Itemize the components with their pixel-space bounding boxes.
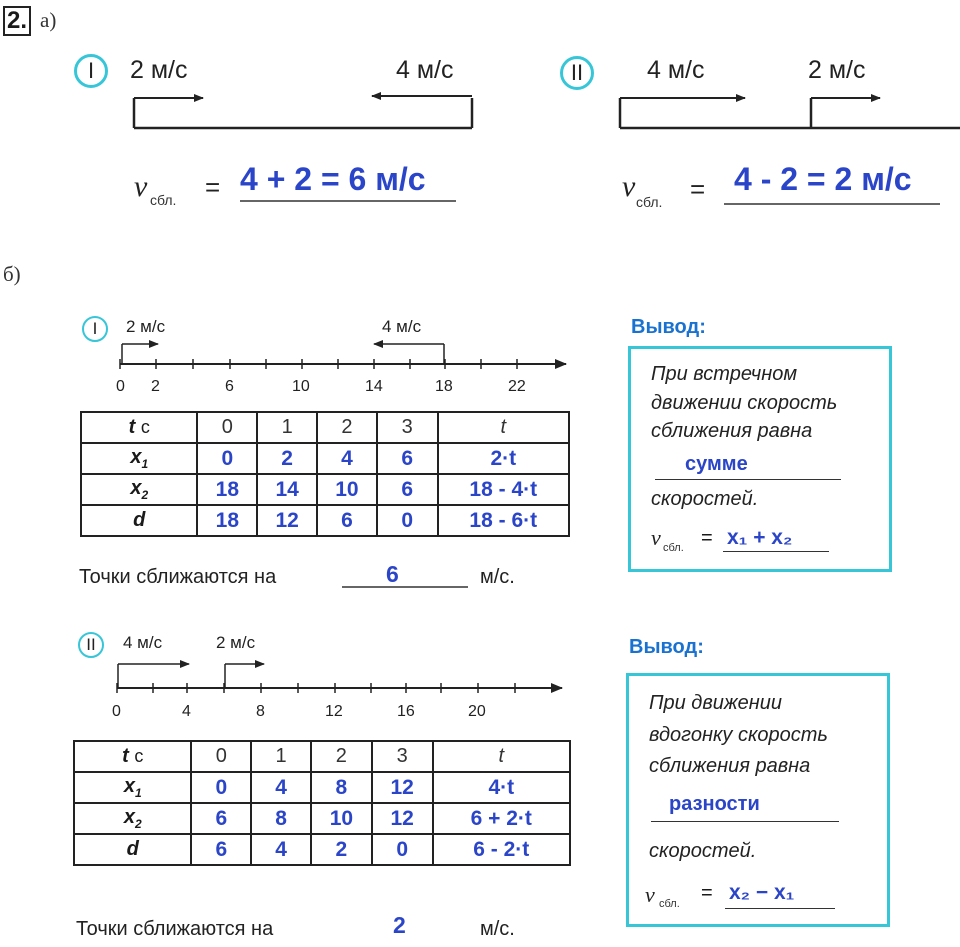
conclusion-after: скоростей. bbox=[649, 840, 757, 862]
velocity-symbol: v bbox=[134, 170, 148, 203]
table-cell: 18 - 4·t bbox=[438, 474, 569, 505]
part-a-label: а) bbox=[40, 8, 57, 32]
velocity-subscript: сбл. bbox=[636, 194, 663, 210]
part-a-case1-diagram bbox=[134, 96, 472, 128]
sentence-answer: 6 bbox=[386, 561, 399, 587]
conclusion-line: сближения равна bbox=[651, 420, 813, 442]
tick-label: 12 bbox=[325, 703, 343, 720]
velocity-subscript: сбл. bbox=[663, 542, 684, 554]
equals-sign: = bbox=[690, 174, 706, 204]
table-row bbox=[81, 505, 569, 536]
speed-a-label: 4 м/с bbox=[123, 633, 163, 652]
header-cell: 0 bbox=[191, 741, 251, 772]
table-cell: 2·t bbox=[438, 443, 569, 474]
header-cell: 2 bbox=[311, 741, 372, 772]
tick-label: 16 bbox=[397, 703, 415, 720]
table-cell: 10 bbox=[317, 474, 377, 505]
conclusion-line: сближения равна bbox=[649, 755, 811, 777]
sentence-end: м/с. bbox=[480, 566, 515, 588]
table-case2 bbox=[73, 740, 571, 866]
table-header-row bbox=[81, 412, 569, 443]
speed-b-label: 2 м/с bbox=[216, 633, 256, 652]
tick-label: 8 bbox=[256, 703, 265, 720]
header-time: t с bbox=[81, 412, 197, 443]
header-cell: 1 bbox=[251, 741, 311, 772]
header-cell: 3 bbox=[372, 741, 433, 772]
row-label: d bbox=[81, 505, 197, 536]
answer-underline bbox=[655, 479, 841, 480]
table-cell: 4 bbox=[251, 834, 311, 865]
tick-label: 18 bbox=[435, 378, 453, 395]
equals-sign: = bbox=[205, 172, 221, 202]
sentence-start: Точки сближаются на bbox=[79, 566, 277, 588]
table-cell: 8 bbox=[251, 803, 311, 834]
formula-answer: x₂ − x₁ bbox=[729, 881, 795, 904]
table-row bbox=[74, 772, 570, 803]
conclusion-answer: разности bbox=[669, 793, 760, 815]
conclusion-line: вдогонку скорость bbox=[649, 724, 828, 746]
tick-label: 14 bbox=[365, 378, 383, 395]
conclusion-title: Вывод: bbox=[631, 316, 706, 338]
table-cell: 2 bbox=[257, 443, 317, 474]
number-line-case1 bbox=[120, 344, 566, 369]
table-cell: 4·t bbox=[433, 772, 570, 803]
conclusion-after: скоростей. bbox=[651, 488, 759, 510]
table-row bbox=[81, 443, 569, 474]
formula-underline bbox=[723, 551, 829, 552]
formula-underline bbox=[725, 908, 835, 909]
table-cell: 4 bbox=[317, 443, 377, 474]
table-cell: 0 bbox=[191, 772, 251, 803]
table-cell: 6 bbox=[377, 443, 438, 474]
table-row bbox=[81, 474, 569, 505]
conclusion-title: Вывод: bbox=[629, 636, 704, 658]
tick-label: 4 bbox=[182, 703, 191, 720]
formula-answer: x₁ + x₂ bbox=[727, 526, 793, 549]
equals-sign: = bbox=[701, 882, 713, 904]
answer-difference: 4 - 2 = 2 м/с bbox=[734, 161, 912, 197]
sentence-end: м/с. bbox=[480, 918, 515, 940]
conclusion-answer: сумме bbox=[685, 453, 748, 475]
part-a-diagram bbox=[0, 0, 960, 240]
table-cell: 12 bbox=[372, 772, 433, 803]
table-cell: 18 bbox=[197, 474, 257, 505]
table-cell: 6 bbox=[377, 474, 438, 505]
table-cell: 0 bbox=[377, 505, 438, 536]
answer-sum: 4 + 2 = 6 м/с bbox=[240, 161, 426, 197]
conclusion-box bbox=[628, 346, 892, 572]
header-cell: t bbox=[433, 741, 570, 772]
part-a-case2-diagram bbox=[620, 98, 960, 128]
equals-sign: = bbox=[701, 527, 713, 549]
table-cell: 6 bbox=[191, 803, 251, 834]
tick-label: 0 bbox=[116, 378, 125, 395]
speed-left-label: 4 м/с bbox=[647, 56, 705, 84]
speed-right-label: 2 м/с bbox=[808, 56, 866, 84]
conclusion-line: движении скорость bbox=[651, 392, 838, 414]
header-cell: 3 bbox=[377, 412, 438, 443]
table-cell: 18 bbox=[197, 505, 257, 536]
number-line-case2 bbox=[117, 664, 562, 693]
roman-two-badge: II bbox=[78, 632, 104, 658]
header-time: t с bbox=[74, 741, 191, 772]
row-label: $x_2$ bbox=[81, 474, 197, 505]
table-row bbox=[74, 834, 570, 865]
speed-right-label: 4 м/с bbox=[396, 56, 454, 84]
table-cell: 12 bbox=[257, 505, 317, 536]
speed-left-label: 2 м/с bbox=[130, 56, 188, 84]
tick-label: 2 bbox=[151, 378, 160, 395]
header-cell: t bbox=[438, 412, 569, 443]
table-cell: 14 bbox=[257, 474, 317, 505]
header-cell: 0 bbox=[197, 412, 257, 443]
conclusion-box bbox=[626, 673, 890, 927]
row-label: d bbox=[74, 834, 191, 865]
table-row bbox=[74, 803, 570, 834]
tick-label: 22 bbox=[508, 378, 526, 395]
velocity-symbol: v bbox=[645, 882, 655, 907]
conclusion-line: При движении bbox=[649, 692, 783, 714]
table-case1 bbox=[80, 411, 570, 537]
table-cell: 6 bbox=[191, 834, 251, 865]
velocity-subscript: сбл. bbox=[150, 192, 177, 208]
velocity-symbol: v bbox=[622, 170, 636, 203]
row-label: $x_1$ bbox=[81, 443, 197, 474]
header-cell: 2 bbox=[317, 412, 377, 443]
part-b-label: б) bbox=[3, 262, 21, 286]
table-cell: 6 bbox=[317, 505, 377, 536]
table-cell: 8 bbox=[311, 772, 372, 803]
header-cell: 1 bbox=[257, 412, 317, 443]
conclusion-line: При встречном bbox=[651, 363, 798, 385]
roman-two-badge: II bbox=[560, 56, 594, 90]
table-header-row bbox=[74, 741, 570, 772]
table-cell: 10 bbox=[311, 803, 372, 834]
roman-one-badge: I bbox=[74, 54, 108, 88]
velocity-symbol: v bbox=[651, 525, 661, 550]
tick-label: 0 bbox=[112, 703, 121, 720]
sentence-answer: 2 bbox=[393, 912, 406, 938]
speed-a-label: 2 м/с bbox=[126, 317, 166, 336]
table-cell: 12 bbox=[372, 803, 433, 834]
table-cell: 18 - 6·t bbox=[438, 505, 569, 536]
row-label: $x_1$ bbox=[74, 772, 191, 803]
table-cell: 6 + 2·t bbox=[433, 803, 570, 834]
task-number: 2. bbox=[3, 6, 31, 36]
table-cell: 4 bbox=[251, 772, 311, 803]
velocity-subscript: сбл. bbox=[659, 898, 680, 910]
roman-one-badge: I bbox=[82, 316, 108, 342]
tick-label: 10 bbox=[292, 378, 310, 395]
sentence-start: Точки сближаются на bbox=[76, 918, 274, 940]
row-label: $x_2$ bbox=[74, 803, 191, 834]
table-cell: 2 bbox=[311, 834, 372, 865]
speed-b-label: 4 м/с bbox=[382, 317, 422, 336]
tick-label: 20 bbox=[468, 703, 486, 720]
tick-label: 6 bbox=[225, 378, 234, 395]
answer-underline bbox=[651, 821, 839, 822]
table-cell: 0 bbox=[197, 443, 257, 474]
table-cell: 0 bbox=[372, 834, 433, 865]
table-cell: 6 - 2·t bbox=[433, 834, 570, 865]
